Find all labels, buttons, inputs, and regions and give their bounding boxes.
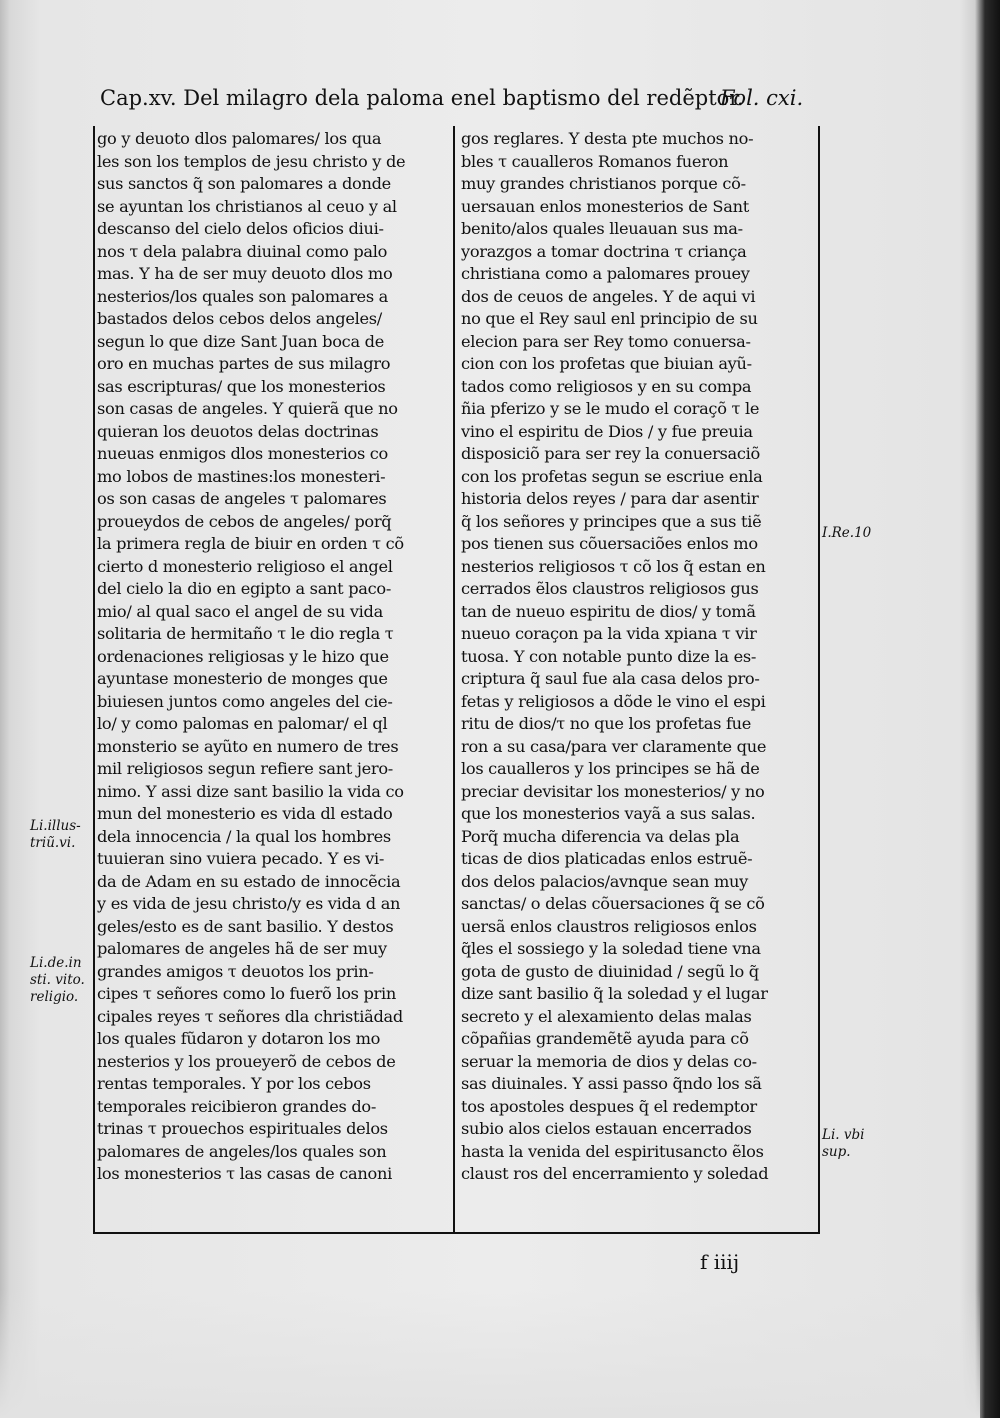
margin-note-reference bbox=[822, 1127, 864, 1161]
text-line: tuosa. Y con notable punto dize la es- bbox=[461, 646, 757, 666]
margin-note-reference bbox=[30, 818, 81, 852]
text-line: ordenaciones religiosas y le hizo que bbox=[97, 646, 389, 666]
text-line: del cielo la dio en egipto a sant paco- bbox=[97, 579, 392, 598]
text-line: con los profetas segun se escriue enla bbox=[461, 466, 763, 486]
text-line: descanso del cielo delos oficios diui- bbox=[97, 219, 384, 238]
margin-note-line: I.Re.10 bbox=[822, 525, 872, 541]
text-line: tuuieran sino vuiera pecado. Y es vi- bbox=[97, 849, 385, 868]
text-line: da de Adam en su estado de innocẽcia bbox=[97, 871, 401, 891]
text-line: los quales fũdaron y dotaron los mo bbox=[97, 1029, 381, 1048]
text-line: cipes τ señores como lo fuerõ los prin bbox=[97, 984, 396, 1003]
text-line: Porq̃ mucha diferencia va delas pla bbox=[461, 826, 740, 846]
text-line: ticas de dios platicadas enlos estruẽ- bbox=[461, 849, 753, 868]
text-line: cion con los profetas que biuian ayũ- bbox=[461, 354, 752, 373]
text-line: lo/ y como palomas en palomar/ el ql bbox=[97, 714, 388, 733]
text-line: dos de ceuos de angeles. Y de aqui vi bbox=[461, 286, 756, 306]
text-line: dize sant basilio q̃ la soledad y el lugar bbox=[461, 984, 768, 1003]
text-line: se ayuntan los christianos al ceuo y al bbox=[97, 196, 397, 216]
margin-note-line: triũ.vi. bbox=[30, 835, 76, 851]
margin-note-line: Li.de.in bbox=[30, 955, 82, 971]
margin-note-line: Li. vbi bbox=[822, 1127, 865, 1143]
text-line: secreto y el alexamiento delas malas bbox=[461, 1006, 752, 1026]
text-line: historia delos reyes / para dar asentir bbox=[461, 489, 759, 508]
text-line: sus sanctos q̃ son palomares a donde bbox=[97, 174, 391, 193]
text-line: dos delos palacios/avnque sean muy bbox=[461, 871, 749, 891]
text-line: gos reglares. Y desta pte muchos no- bbox=[461, 129, 754, 148]
text-line: seruar la memoria de dios y delas co- bbox=[461, 1051, 757, 1071]
text-line: ñia pferizo y se le mudo el coraçõ τ le bbox=[461, 399, 760, 418]
text-line: segun lo que dize Sant Juan boca de bbox=[97, 331, 384, 351]
text-line: mil religiosos segun refiere sant jero- bbox=[97, 759, 393, 778]
text-line: temporales reicibieron grandes do- bbox=[97, 1096, 377, 1116]
text-line: ron a su casa/para ver claramente que bbox=[461, 736, 767, 756]
text-line: sanctas/ o delas cõuersaciones q̃ se cõ bbox=[461, 894, 765, 913]
text-line: biuiesen juntos como angeles del cie- bbox=[97, 691, 393, 711]
text-line: tos apostoles despues q̃ el redemptor bbox=[461, 1096, 757, 1116]
text-line: criptura q̃ saul fue ala casa delos pro- bbox=[461, 669, 760, 688]
text-line: go y deuoto dlos palomares/ los qua bbox=[97, 129, 382, 148]
text-line: nimo. Y assi dize sant basilio la vida co bbox=[97, 781, 404, 801]
text-line: solitaria de hermitaño τ le dio regla τ bbox=[97, 624, 394, 643]
text-line: cerrados ẽlos claustros religiosos gus bbox=[461, 579, 759, 598]
text-line: claust ros del encerramiento y soledad bbox=[461, 1164, 769, 1183]
text-line: q̃les el sossiego y la soledad tiene vna bbox=[461, 939, 761, 958]
text-line: trinas τ prouechos espirituales delos bbox=[97, 1119, 388, 1138]
text-line: nueuas enmigos dlos monesterios co bbox=[97, 444, 389, 463]
margin-note-reference bbox=[822, 525, 871, 542]
text-line: vino el espiritu de Dios / y fue preuia bbox=[461, 421, 753, 441]
text-line: ayuntase monesterio de monges que bbox=[97, 669, 388, 688]
text-line: cõpañias grandemẽtẽ ayuda para cõ bbox=[461, 1029, 749, 1048]
margin-note-line: religio. bbox=[30, 989, 79, 1005]
text-line: fetas y religiosos a dõde le vino el espi bbox=[461, 691, 766, 711]
text-line: oro en muchas partes de sus milagro bbox=[97, 354, 391, 373]
text-line: uersauan enlos monesterios de Sant bbox=[461, 196, 749, 216]
text-line: tan de nueuo espiritu de dios/ y tomã bbox=[461, 601, 756, 621]
text-line: son casas de angeles. Y quierã que no bbox=[97, 399, 398, 418]
text-line: les son los templos de jesu christo y de bbox=[97, 151, 406, 171]
margin-note-line: sti. vito. bbox=[30, 972, 85, 988]
text-line: pos tienen sus cõuersaciões enlos mo bbox=[461, 534, 758, 553]
text-line: subio alos cielos estauan encerrados bbox=[461, 1119, 752, 1138]
text-line: uersã enlos claustros religiosos enlos bbox=[461, 916, 757, 936]
text-line: quieran los deuotos delas doctrinas bbox=[97, 421, 379, 441]
text-line: los caualleros y los principes se hã de bbox=[461, 759, 760, 778]
text-line: nueuo coraçon pa la vida xpiana τ vir bbox=[461, 624, 757, 643]
margin-note-line: Li.illus- bbox=[30, 818, 81, 834]
text-line: yorazgos a tomar doctrina τ criança bbox=[461, 241, 747, 261]
text-line: que los monesterios vayã a sus salas. bbox=[461, 804, 756, 823]
text-line: rentas temporales. Y por los cebos bbox=[97, 1074, 371, 1093]
signature-mark: f iiij bbox=[700, 1250, 740, 1274]
text-line: palomares de angeles hã de ser muy bbox=[97, 939, 387, 958]
left-text-column bbox=[97, 128, 445, 1186]
text-line: y es vida de jesu christo/y es vida d an bbox=[97, 894, 401, 913]
text-line: sas escripturas/ que los monesterios bbox=[97, 376, 386, 396]
text-line: monsterio se ayũto en numero de tres bbox=[97, 736, 399, 756]
text-line: muy grandes christianos porque cõ- bbox=[461, 174, 746, 193]
text-line: ritu de dios/τ no que los profetas fue bbox=[461, 714, 752, 733]
text-line: geles/esto es de sant basilio. Y destos bbox=[97, 916, 394, 936]
text-line: cipales reyes τ señores dla christiãdad bbox=[97, 1006, 403, 1026]
text-line: proueydos de cebos de angeles/ porq̃ bbox=[97, 511, 392, 531]
text-line: bastados delos cebos delos angeles/ bbox=[97, 309, 382, 328]
margin-note-reference bbox=[30, 955, 85, 1006]
text-line: q̃ los señores y principes que a sus tiẽ bbox=[461, 511, 762, 531]
running-head bbox=[100, 86, 820, 120]
text-line: disposiciõ para ser rey la conuersaciõ bbox=[461, 444, 761, 463]
text-line: elecion para ser Rey tomo conuersa- bbox=[461, 331, 751, 351]
text-line: la primera regla de biuir en orden τ cõ bbox=[97, 534, 404, 553]
text-line: nos τ dela palabra diuinal como palo bbox=[97, 241, 388, 261]
text-line: mun del monesterio es vida dl estado bbox=[97, 804, 393, 823]
text-line: nesterios religiosos τ cõ los q̃ estan en bbox=[461, 556, 766, 576]
text-line: los monesterios τ las casas de canoni bbox=[97, 1164, 392, 1183]
text-line: christiana como a palomares prouey bbox=[461, 264, 750, 283]
right-text-column bbox=[461, 128, 809, 1186]
text-line: palomares de angeles/los quales son bbox=[97, 1141, 387, 1161]
text-line: nesterios y los proueyerõ de cebos de bbox=[97, 1051, 396, 1071]
text-line: mas. Y ha de ser muy deuoto dlos mo bbox=[97, 264, 393, 283]
text-line: nesterios/los quales son palomares a bbox=[97, 286, 389, 306]
text-line: mo lobos de mastines:los monesteri- bbox=[97, 466, 386, 486]
chapter-title: Cap.xv. Del milagro dela paloma enel baptismo del redẽptor. bbox=[100, 86, 744, 110]
text-line: os son casas de angeles τ palomares bbox=[97, 489, 387, 508]
text-line: cierto d monesterio religioso el angel bbox=[97, 556, 393, 576]
text-line: dela innocencia / la qual los hombres bbox=[97, 826, 391, 846]
text-line: tados como religiosos y en su compa bbox=[461, 376, 752, 396]
text-line: no que el Rey saul enl principio de su bbox=[461, 309, 758, 328]
text-line: sas diuinales. Y assi passo q̃ndo los sã bbox=[461, 1074, 762, 1093]
folio-number: Fol. cxi. bbox=[720, 86, 804, 110]
text-line: benito/alos quales lleuauan sus ma- bbox=[461, 219, 743, 238]
text-line: preciar devisitar los monesterios/ y no bbox=[461, 781, 765, 801]
text-line: hasta la venida del espiritusancto ẽlos bbox=[461, 1141, 764, 1161]
margin-note-line: sup. bbox=[822, 1144, 851, 1160]
text-line: bles τ caualleros Romanos fueron bbox=[461, 151, 729, 171]
page-lower-shade bbox=[0, 1290, 980, 1418]
text-line: grandes amigos τ deuotos los prin- bbox=[97, 961, 374, 981]
column-rule bbox=[453, 126, 455, 1234]
text-line: mio/ al qual saco el angel de su vida bbox=[97, 601, 383, 621]
text-line: gota de gusto de diuinidad / segũ lo q̃ bbox=[461, 961, 759, 981]
